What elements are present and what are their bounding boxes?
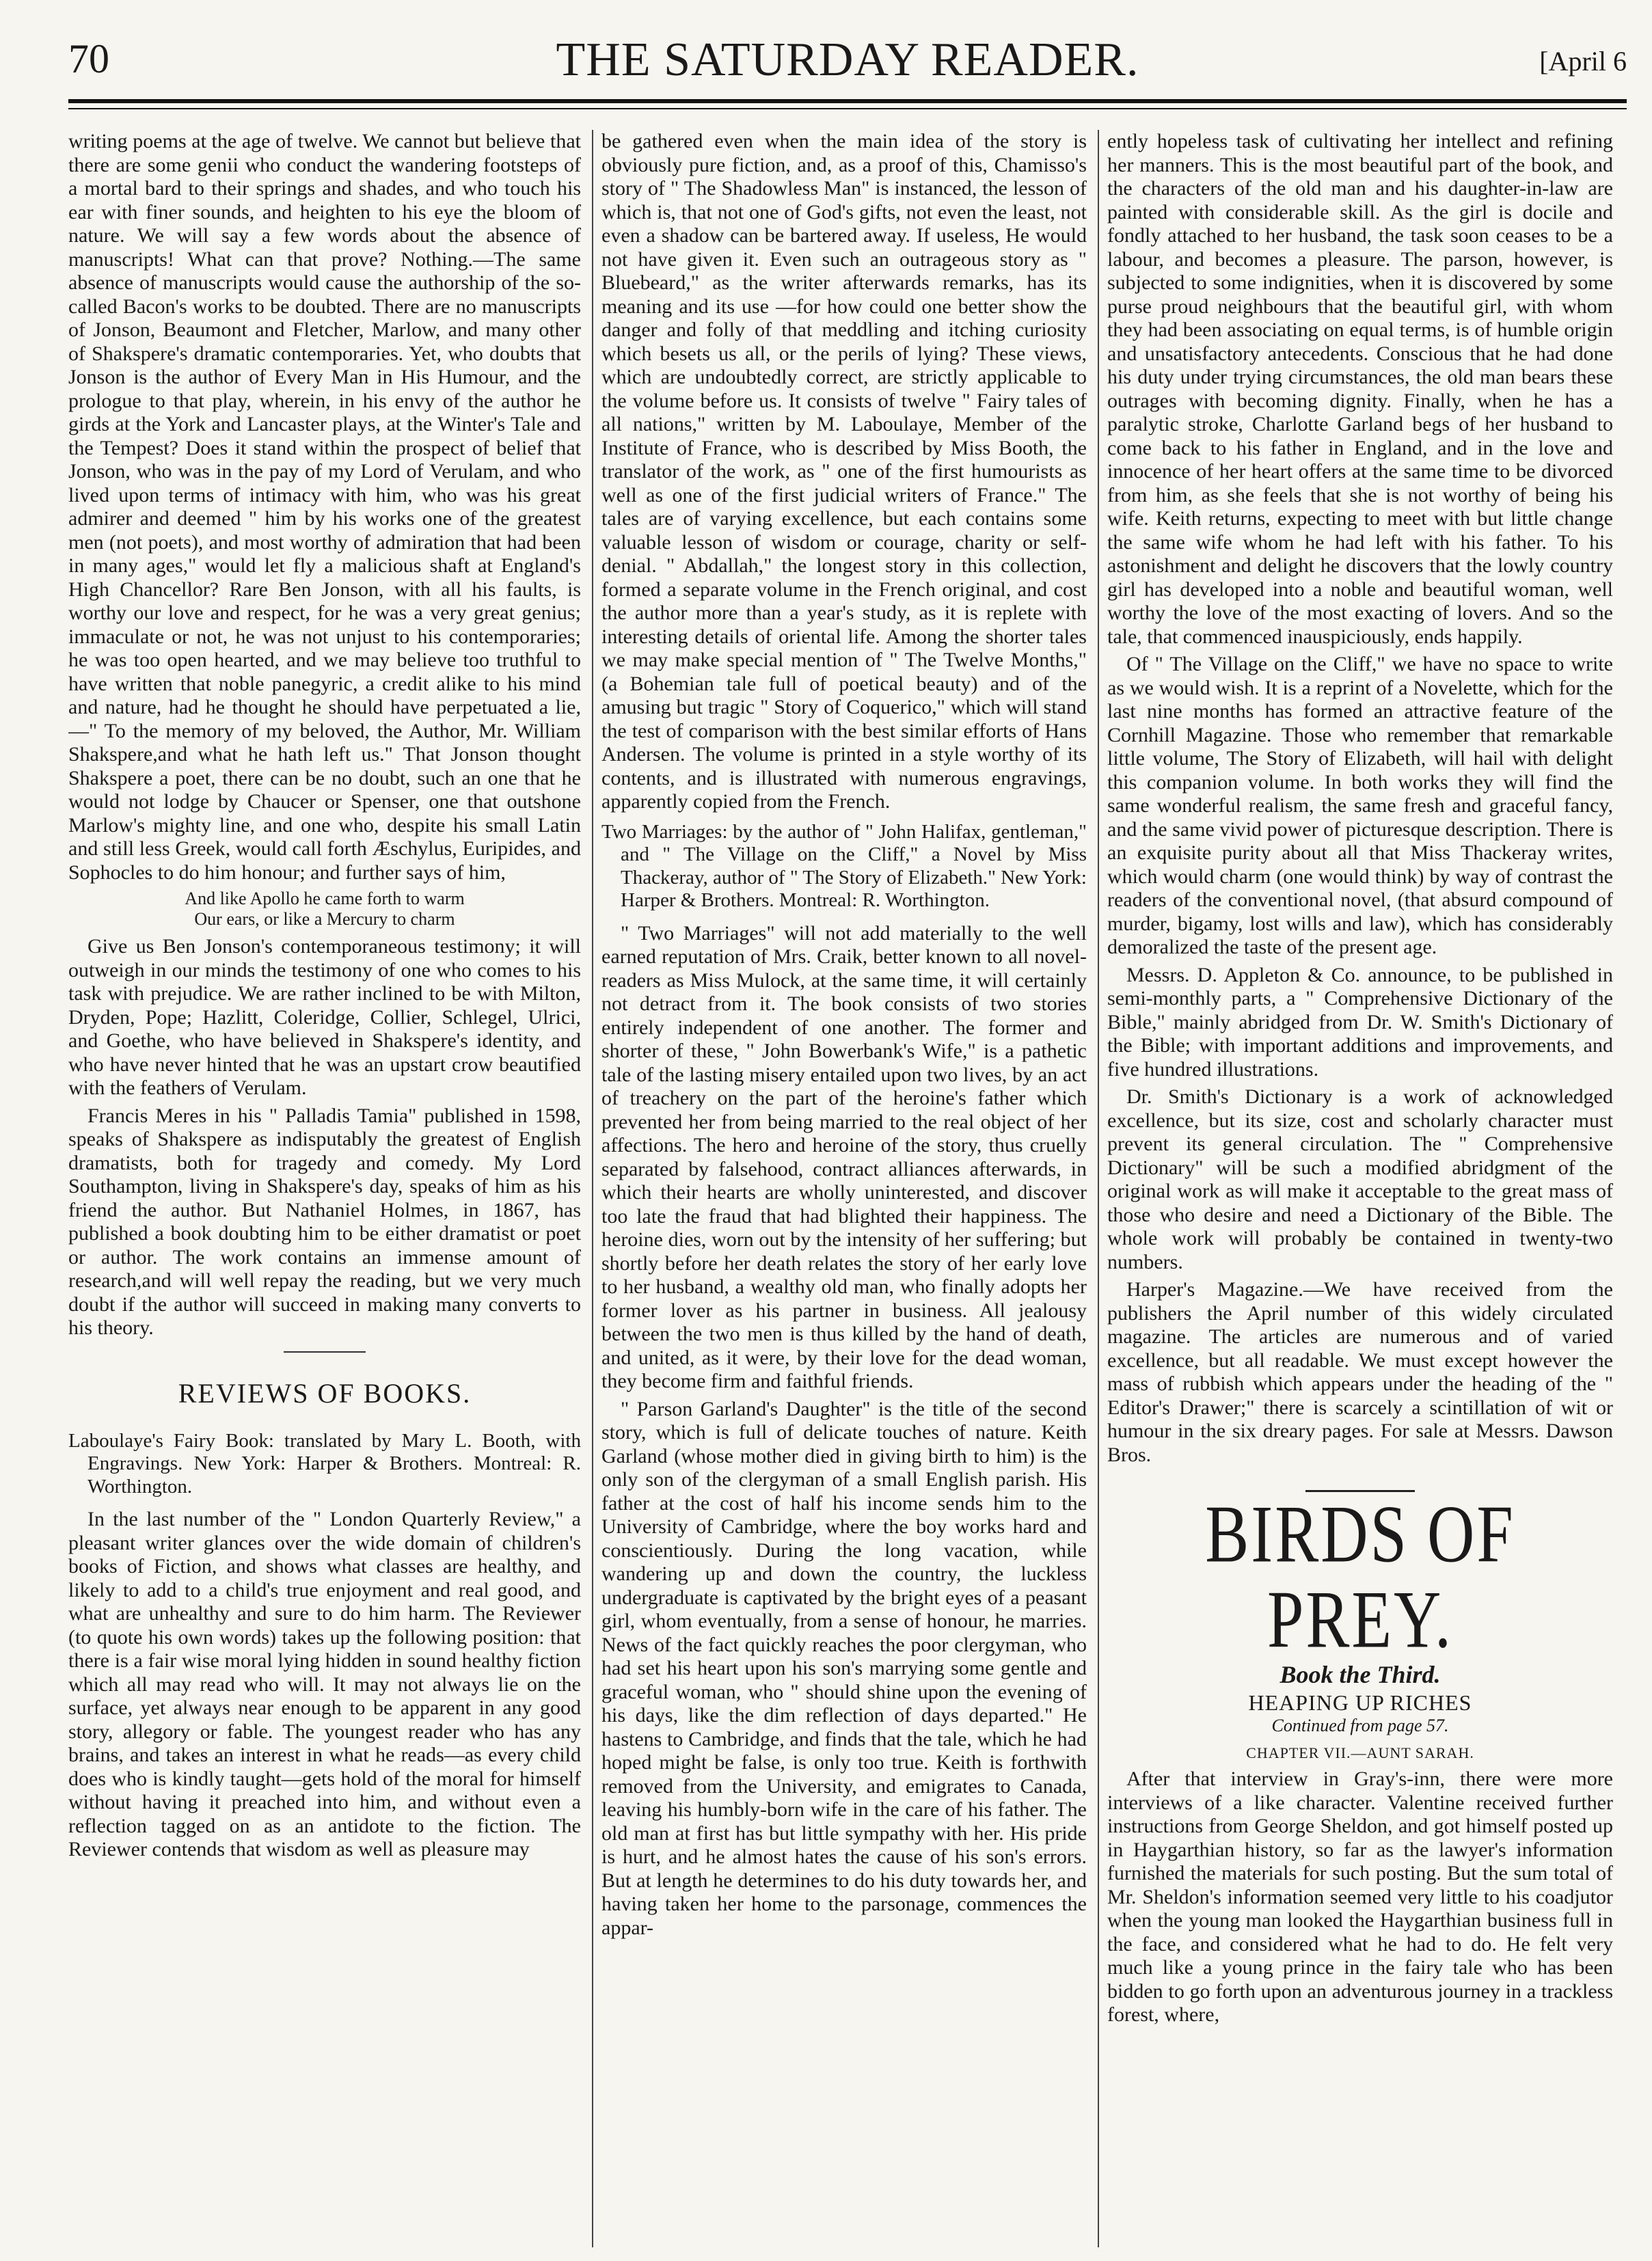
paragraph: writing poems at the age of twelve. We cannot but believe that there are some genii who conduct the wandering footsteps of a mortal bard to their springs and shades, and who touch his ear with finer sounds, and heighten to his eye the bloom of nature. We will say a few words about the absence of manuscripts! What can that prove? Nothing.—The same absence of manuscripts would cause the authorship of the so-called Bacon's works to be doubted. There are no manuscripts of Jonson, Beaumont and Fletcher, Marlow, and many other of Shakspere's dramatic contemporaries. Yet, who doubts that Jonson is the author of Every Man in His Humour, and the prologue to that play, wherein, in his envy of the author he girds at the York and Lancaster plays, at the Winter's Tale and the Tempest? Does it stand within the prospect of belief that Jonson, who was in the pay of my Lord of Verulam, and who lived upon terms of intimacy with him, who was his great admirer and deemed " him by his works one of the greatest men (not poets), and most worthy of admiration that had been in many ages," would let fly a malicious shaft at England's High Chancellor? Rare Ben Jonson, with all his faults, is worthy our love and respect, for he was a very great genius; immaculate or not, he was not unjust to his contemporaries; he was too open hearted, and we may believe too truthful to have written that noble panegyric, a credit alike to his mind and nature, had he thought he should have perpetuated a lie,—" To the memory of my beloved, the Author, Mr. William Shakspere,and what he hath left us." That Jonson thought Shakspere a poet, there can be no doubt, such an one that he would not lodge by Chaucer or Spenser, one that outshone Marlow's mighty line, and one who, despite his small Latin and still less Greek, would call forth Æschylus, Euripides, and Sophocles to do him honour; and further says of him,	[68, 130, 581, 884]
column-divider	[1098, 130, 1099, 2247]
verse-line: And like Apollo he came forth to warm	[185, 889, 465, 908]
book-entry-heading: Two Marriages: by the author of " John Halifax, gentleman," and " The Village on the Cliff," a Novel by Miss Thackeray, author of " The Story of Elizabeth." New York: Harper & Brothers. Montreal: R. Worthington.	[601, 820, 1087, 911]
verse-line: Our ears, or like a Mercury to charm	[194, 909, 455, 929]
serial-book-label: Book the Third.	[1279, 1661, 1441, 1688]
paragraph: Dr. Smith's Dictionary is a work of acknowledged excellence, but its size, cost and scholarly character must prevent its general circulation. The " Comprehensive Dictionary" will be such a modified abridgment of the original work as will make it acceptable to the great mass of those who desire and need a Dictionary of the Bible. The whole work will probably be contained in twenty-two numbers.	[1107, 1085, 1613, 1273]
section-title: REVIEWS OF BOOKS.	[178, 1377, 472, 1409]
column-3	[1107, 130, 1613, 2247]
continued-note: Continued from page 57.	[1271, 1716, 1449, 1735]
verse-quote	[68, 889, 581, 930]
column-2	[601, 130, 1087, 2247]
page-header	[68, 27, 1627, 96]
header-rule-thick	[68, 99, 1627, 103]
page-number: 70	[68, 36, 109, 81]
paragraph: ently hopeless task of cultivating her intellect and refining her manners. This is the most beautiful part of the book, and the characters of the old man and his daughter-in-law are painted with considerable skill. As the girl is docile and fondly attached to her husband, the task soon ceases to be a labour, and becomes a pleasure. The parson, however, is subjected to some indignities, when it is discovered by some purse proud neighbours that the beautiful girl, with whom they had been associating on equal terms, is of humble origin and unsatisfactory antecedents. Conscious that he had done his duty under trying circumstances, the old man bears these outrages with becoming dignity. Finally, when he has a paralytic stroke, Charlotte Garland begs of her husband to come back to his father in England, and in the love and innocence of her heart offers at the same time to be divorced from him, as she feels that she is not worthy of being his wife. Keith returns, expecting to meet with but little change the same wife whom he had left with his father. To his astonishment and delight he discovers that the lowly country girl has developed into a noble and beautiful woman, well worthy the love of the most exacting of lovers. And so the tale, that commenced inauspiciously, ends happily.	[1107, 130, 1613, 648]
paragraph: Harper's Magazine.—We have received from the publishers the April number of this widely circulated magazine. The articles are numerous and of varied excellence, but all readable. We must except however the mass of rubbish which appears under the heading of the " Editor's Drawer;" there is scarcely a scintillation of wit or humour in the six dreary pages. For sale at Messrs. Dawson Bros.	[1107, 1278, 1613, 1466]
paragraph: In the last number of the " London Quarterly Review," a pleasant writer glances over the wide domain of children's books of Fiction, and shows what classes are healthy, and likely to add to a child's true enjoyment and real good, and what are unhealthy and sure to do him harm. The Reviewer (to quote his own words) takes up the following position: that there is a fair wise moral lying hidden in sound healthy fiction which all may read who will. It may not always lie on the surface, yet always near enough to be apparent in any good story, allegory or fable. The youngest reader who has any brains, and takes an interest in what he reads—as every child does who is kindly taught—gets hold of the moral for himself without having it preached into him, and without even a reflection tagged on as an antidote to the fiction. The Reviewer contends that wisdom as well as pleasure may	[68, 1508, 581, 1860]
paragraph: Messrs. D. Appleton & Co. announce, to be published in semi-monthly parts, a " Comprehensive Dictionary of the Bible," mainly abridged from Dr. W. Smith's Dictionary of the Bible; with important additions and improvements, and five hundred illustrations.	[1107, 963, 1613, 1081]
paragraph: Give us Ben Jonson's contemporaneous testimony; it will outweigh in our minds the testimony of one who comes to his task with prejudice. We are rather inclined to be with Milton, Dryden, Pope; Hazlitt, Coleridge, Collier, Schlegel, Ulrici, and Goethe, who have believed in Shakspere's identity, and who have never hinted that he was an upstart crow beautified with the feathers of Verulam.	[68, 935, 581, 1099]
masthead: THE SATURDAY READER.	[556, 33, 1139, 86]
serial-subtitle: HEAPING UP RICHES	[1248, 1690, 1472, 1715]
serial-title: BIRDS OF PREY.	[1205, 1488, 1515, 1665]
paragraph: Of " The Village on the Cliff," we have no space to write as we would wish. It is a reprint of a Novelette, which for the last nine months has formed an attractive feature of the Cornhill Magazine. Those who remember that remarkable little volume, The Story of Elizabeth, will hail with delight this companion volume. In both works they will find the same wonderful realism, the same fresh and graceful fancy, and the same vivid power of picturesque description. There is an exquisite purity about all that Miss Thackeray writes, which would charm (one would think) by way of contrast the readers of the conventional novel, (that absurd compound of murder, bigamy, lost wills and law), which has considerably demoralized the taste of the present age.	[1107, 653, 1613, 958]
header-rule-thin	[68, 108, 1627, 109]
paragraph: be gathered even when the main idea of the story is obviously pure fiction, and, as a proof of this, Chamisso's story of " The Shadowless Man" is instanced, the lesson of which is, that not one of God's gifts, not even the least, not even a shadow can be bartered away. If useless, He would not have given it. Even such an outrageous story as " Bluebeard," as the writer afterwards remarks, has its meaning and its use —for how could one better show the danger and folly of that meddling and itching curiosity which besets us all, or the perils of lying? These views, which are undoubtedly correct, are strictly applicable to the volume before us. It consists of twelve " Fairy tales of all nations," written by M. Laboulaye, Member of the Institute of France, who is described by Miss Booth, the translator of the work, as " one of the first humourists as well as one of the first judicial writers of France." The tales are of varying excellence, but each contains some valuable lesson of wisdom or courage, charity or self-denial. " Abdallah," the longest story in this collection, formed a separate volume in the French original, and cost the author more than a year's study, as it is replete with interesting details of oriental life. Among the shorter tales we may make special mention of " The Twelve Months," (a Bohemian tale full of poetical beauty) and of the amusing but tragic " Story of Coquerico," which will stand the test of comparison with the best similar efforts of Hans Andersen. The volume is printed in a style worthy of its contents, and is illustrated with numerous engravings, apparently copied from the French.	[601, 130, 1087, 813]
issue-date: [April 6	[1539, 46, 1627, 77]
chapter-heading: CHAPTER VII.—AUNT SARAH.	[1246, 1744, 1474, 1761]
paragraph: Francis Meres in his " Palladis Tamia" published in 1598, speaks of Shakspere as indisputably the greatest of English dramatists, both for tragedy and comedy. My Lord Southampton, living in Shakspere's day, speaks of him as his friend the author. But Nathaniel Holmes, in 1867, has published a book doubting him to be either dramatist or poet or author. The work contains an immense amount of research,and will well repay the reading, but we very much doubt if the author will succeed in making many converts to his theory.	[68, 1104, 581, 1339]
paragraph: " Parson Garland's Daughter" is the title of the second story, which is full of delicate touches of nature. Keith Garland (whose mother died in giving birth to him) is the only son of the clergyman of a small English parish. His father at the cost of half his income sends him to the University of Cambridge, where the boy works hard and conscientiously. During the long vacation, while wandering up and down the country, the luckless undergraduate is captivated by the bright eyes of a peasant girl, whom eventually, from a sense of honour, he marries. News of the fact quickly reaches the poor clergyman, who had set his heart upon his son's marrying some gentle and graceful woman, who " should shine upon the evening of his days, like the dim reflection of days departed." He hastens to Cambridge, and finds that the tale, which he had hoped might be false, is only too true. Keith is forthwith removed from the University, and emigrates to Canada, leaving his humbly-born wife in the care of his father. The old man at first has but little sympathy with her. His pride is hurt, and he almost hates the cause of his son's errors. But at length he determines to do his duty towards her, and having taken her home to the parsonage, commences the appar-	[601, 1397, 1087, 1939]
section-rule	[284, 1351, 366, 1353]
book-entry-heading: Laboulaye's Fairy Book: translated by Mary L. Booth, with Engravings. New York: Harper & Brothers. Montreal: R. Worthington.	[68, 1429, 581, 1498]
column-1	[68, 130, 581, 2247]
column-divider	[592, 130, 593, 2247]
paragraph: After that interview in Gray's-inn, there were more interviews of a like character. Valentine received further instructions from George Sheldon, and got himself posted up in Haygarthian history, so far as the lawyer's information furnished the materials for such posting. But the sum total of Mr. Sheldon's information seemed very little to his coadjutor when the young man looked the Haygarthian business full in the face, and considered what he had to do. He felt very much like a young prince in the fairy tale who has been bidden to go forth upon an adventurous journey in a trackless forest, where,	[1107, 1768, 1613, 2026]
paragraph: " Two Marriages" will not add materially to the well earned reputation of Mrs. Craik, better known to all novel-readers as Miss Mulock, at the same time, it will certainly not detract from it. The book consists of two stories entirely independent of one another. The former and shorter of these, " John Bowerbank's Wife," is a pathetic tale of the lasting misery entailed upon two lives, by an act of treachery on the part of the heroine's father which prevented her from being married to the real object of her affections. The hero and heroine of the story, thus cruelly separated by falsehood, contract alliances afterwards, in which their hearts are wholly uninterested, and discover too late the fraud that had blighted their happiness. The heroine dies, worn out by the intensity of her suffering; but shortly before her death relates the story of her early love to her husband, a wealthy old man, who finally adopts her former lover as his partner in business. All jealousy between the two men is thus killed by the hand of death, and united, as it were, by their love for the dead woman, they become firm and faithful friends.	[601, 921, 1087, 1392]
